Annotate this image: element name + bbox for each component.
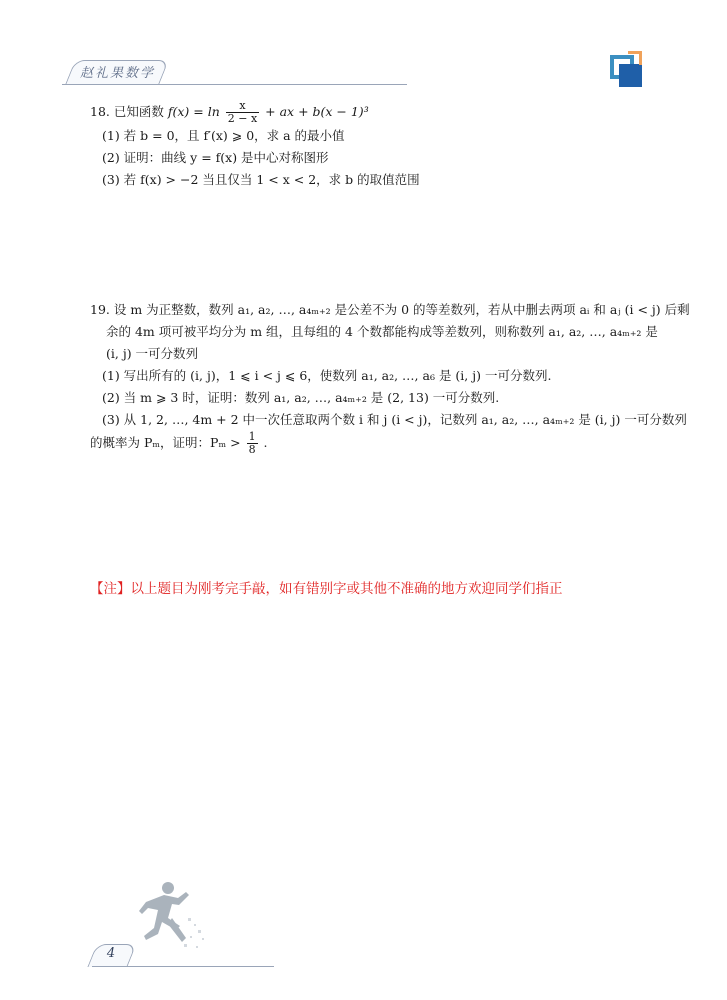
q19-p3b-suffix: . [263,435,268,450]
q19-part-2: (2) 当 m ⩾ 3 时，证明：数列 a₁, a₂, …, a₄ₘ₊₂ 是 (2, 13) 一可分数列. [102,390,500,405]
q19-part-3: (3) 从 1, 2, …, 4m + 2 中一次任意取两个数 i 和 j (i < j)，记数列 a₁, a₂, …, a₄ₘ₊₂ 是 (i, j) 一可分数列 [102,412,687,427]
q18-fraction [226,100,259,125]
q18-frac-den: 2 − x [227,112,258,125]
header-line [62,84,407,85]
q19-p3b-prefix: 的概率为 Pₘ，证明：Pₘ > [90,435,241,450]
q19-line-1: 19. 设 m 为正整数，数列 a₁, a₂, …, a₄ₘ₊₂ 是公差不为 0 的等差数列，若从中删去两项 aᵢ 和 aⱼ (i < j) 后剩 [90,302,690,317]
q18-part-3: (3) 若 f(x) > −2 当且仅当 1 < x < 2，求 b 的取值范围 [102,172,420,187]
runner-icon [128,878,218,958]
question-content [90,99,690,456]
logo-icon [610,55,642,87]
q19-line-3: (i, j) 一可分数列 [106,346,199,361]
header-title: 赵礼果数学 [80,66,156,81]
q19-line-2: 余的 4m 项可被平均分为 m 组，且每组的 4 个数都能构成等差数列，则称数列 a₁, a₂, …, a₄ₘ₊₂ 是 [106,324,658,339]
q19-frac-num: 1 [248,430,256,443]
correction-note: 【注】以上题目为刚考完手敲，如有错别字或其他不准确的地方欢迎同学们指正 [90,581,563,597]
question-19 [90,299,690,456]
q19-part-1: (1) 写出所有的 (i, j)，1 ⩽ i < j ⩽ 6，使数列 a₁, a₂, …, a₆ 是 (i, j) 一可分数列. [102,368,552,383]
question-18 [90,100,665,191]
q18-lead: 18. 已知函数 [90,104,164,119]
q18-stem [90,100,665,125]
q18-part-1: (1) 若 b = 0，且 f′(x) ⩾ 0，求 a 的最小值 [102,128,345,143]
q19-part-3-cont [90,431,665,456]
q18-frac-num: x [226,100,259,113]
page-number: 4 [106,946,116,961]
q19-frac-den: 8 [248,443,256,456]
q18-part-2: (2) 证明：曲线 y = f(x) 是中心对称图形 [102,150,329,165]
q19-fraction [247,431,258,456]
q18-func-prefix: f(x) = ln [167,104,220,119]
footer-line [92,966,274,967]
q18-func-suffix: + ax + b(x − 1)³ [265,104,369,119]
